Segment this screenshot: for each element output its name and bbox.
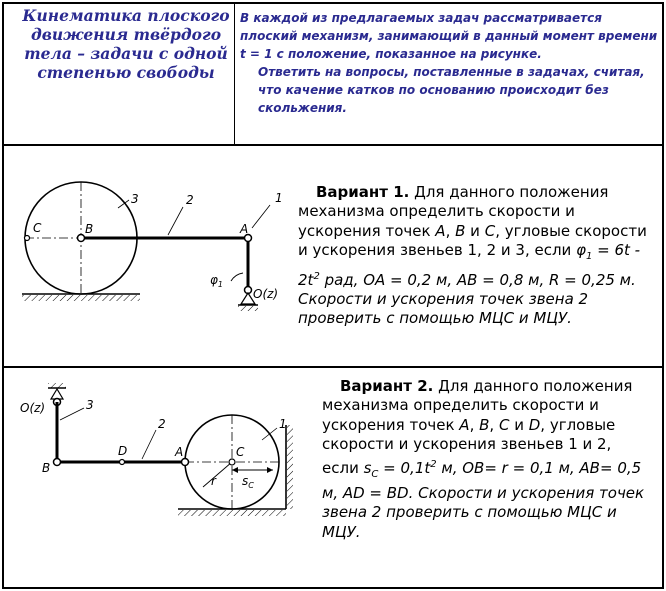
leader-2b	[142, 430, 156, 459]
page-title: Кинематика плоского движения твёрдого тела – задачи с одной степенью свободы	[22, 6, 230, 82]
label-B: B	[85, 222, 94, 236]
variant-2-text: Вариант 2. Для данного положения механизма определить скорости и ускорения точек A, B, C и D, угловые скорости и ускорения звеньев 1 и 2, если $s_C = 0,1t^2$ м, OB= r = 0,1 м, AB= 0,5 м, AD = BD. Скорости и ускорения точек звена 2 проверить с помощью МЦС и МЦУ.	[322, 377, 645, 541]
label-A2: A	[175, 445, 184, 459]
figure-1-mechanism	[22, 182, 283, 311]
label-1b: 1	[279, 417, 287, 431]
pivot-O-hatch	[238, 306, 258, 311]
joint-B2	[54, 459, 61, 466]
joint-B	[78, 235, 85, 242]
label-A: A	[240, 222, 249, 236]
label-C2: C	[236, 445, 245, 459]
label-phi: $\varphi_1$	[210, 273, 224, 289]
radius-r	[203, 462, 232, 487]
intro-paragraph-1: В каждой из предлагаемых задач рассматривается плоский механизм, занимающий в данный момент времени t = 1 с положение, показанное на рисунке.	[240, 11, 658, 61]
label-D: D	[118, 444, 128, 458]
displacement-sC-arrow	[232, 467, 238, 473]
label-3: 3	[131, 192, 139, 206]
joint-C	[25, 236, 30, 241]
label-2: 2	[186, 193, 194, 207]
label-r: r	[211, 474, 216, 488]
leader-1b	[262, 428, 277, 440]
label-B2: B	[42, 461, 51, 475]
joint-C2	[229, 459, 235, 465]
label-1: 1	[275, 191, 283, 205]
label-2b: 2	[158, 417, 166, 431]
pivot-O2-support	[51, 389, 63, 399]
joint-A2	[182, 459, 189, 466]
leader-3b	[60, 408, 84, 420]
label-sC: $s_C$	[242, 474, 254, 490]
label-3b: 3	[86, 398, 94, 412]
variant-2-heading: Вариант 2.	[340, 377, 434, 395]
leader-2	[168, 207, 183, 235]
intro-paragraph-2: Ответить на вопросы, поставленные в задачах, считая, что качение катков по основанию происходит без скольжения.	[258, 65, 645, 115]
ground-2-hatch	[178, 510, 286, 516]
variant-1-text: Вариант 1. Для данного положения механизма определить скорости и ускорения точек A, B и C, угловые скорости и ускорения звеньев 1, 2 и 3, если $\varphi_1 = 6t - 2t^2$ рад, OA = 0,2 м, AB = 0,8 м, R = 0,25 м. Скорости и ускорения точек звена 2 проверить с помощью МЦС и МЦУ.	[298, 183, 647, 328]
angle-phi-arc	[231, 273, 243, 281]
label-C: C	[33, 221, 42, 235]
wall-hatch	[287, 425, 293, 509]
ground-1-hatch	[22, 295, 140, 301]
label-O: O(z)	[253, 287, 279, 301]
figure-2-mechanism	[20, 383, 293, 516]
variant-1-heading: Вариант 1.	[316, 183, 410, 201]
displacement-sC-arrowhead	[267, 467, 273, 473]
leader-1	[252, 205, 270, 228]
joint-D	[120, 460, 125, 465]
ceiling-hatch	[48, 383, 66, 388]
label-O2: O(z)	[20, 401, 46, 415]
